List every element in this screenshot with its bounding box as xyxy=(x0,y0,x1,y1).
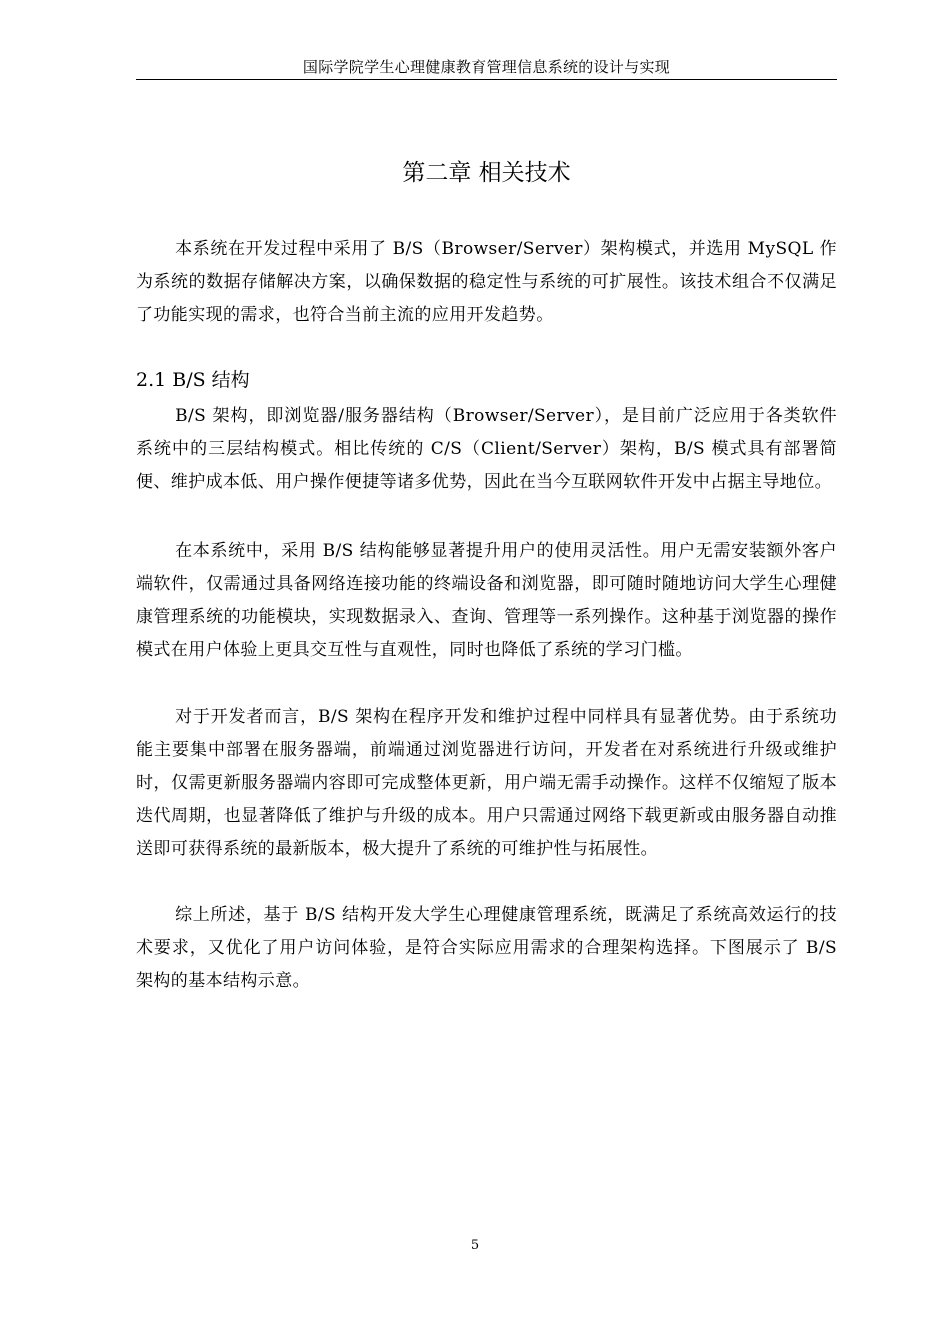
running-header: 国际学院学生心理健康教育管理信息系统的设计与实现 xyxy=(302,58,671,76)
section-paragraph-2: 在本系统中，采用 B/S 结构能够显著提升用户的使用灵活性。用户无需安装额外客户端软件，仅需通过具备网络连接功能的终端设备和浏览器，即可随时随地访问大学生心理健康管理系统的功能模块，实现数据录入、查询、管理等一系列操作。这种基于浏览器的操作模式在用户体验上更具交互性与直观性，同时也降低了系统的学习门槛。 xyxy=(136,541,837,660)
header-rule xyxy=(136,79,837,80)
section-paragraph-4: 综上所述，基于 B/S 结构开发大学生心理健康管理系统，既满足了系统高效运行的技术要求，又优化了用户访问体验，是符合实际应用需求的合理架构选择。下图展示了 B/S 架构的基本结构示意。 xyxy=(136,905,837,991)
chapter-title: 第二章 相关技术 xyxy=(402,160,571,186)
chapter-intro-paragraph: 本系统在开发过程中采用了 B/S（Browser/Server）架构模式，并选用 MySQL 作为系统的数据存储解决方案，以确保数据的稳定性与系统的可扩展性。该技术组合不仅满足了功能实现的需求，也符合当前主流的应用开发趋势。 xyxy=(136,239,837,325)
page-number: 5 xyxy=(470,1238,480,1253)
section-paragraph-3: 对于开发者而言，B/S 架构在程序开发和维护过程中同样具有显著优势。由于系统功能主要集中部署在服务器端，前端通过浏览器进行访问，开发者在对系统进行升级或维护时，仅需更新服务器端内容即可完成整体更新，用户端无需手动操作。这样不仅缩短了版本迭代周期，也显著降低了维护与升级的成本。用户只需通过网络下载更新或由服务器自动推送即可获得系统的最新版本，极大提升了系统的可维护性与拓展性。 xyxy=(136,707,837,859)
section-heading: 2.1 B/S 结构 xyxy=(136,369,250,391)
section-paragraph-1: B/S 架构，即浏览器/服务器结构（Browser/Server），是目前广泛应用于各类软件系统中的三层结构模式。相比传统的 C/S（Client/Server）架构，B/S 模式具有部署简便、维护成本低、用户操作便捷等诸多优势，因此在当今互联网软件开发中占据主导地位。 xyxy=(136,406,837,492)
